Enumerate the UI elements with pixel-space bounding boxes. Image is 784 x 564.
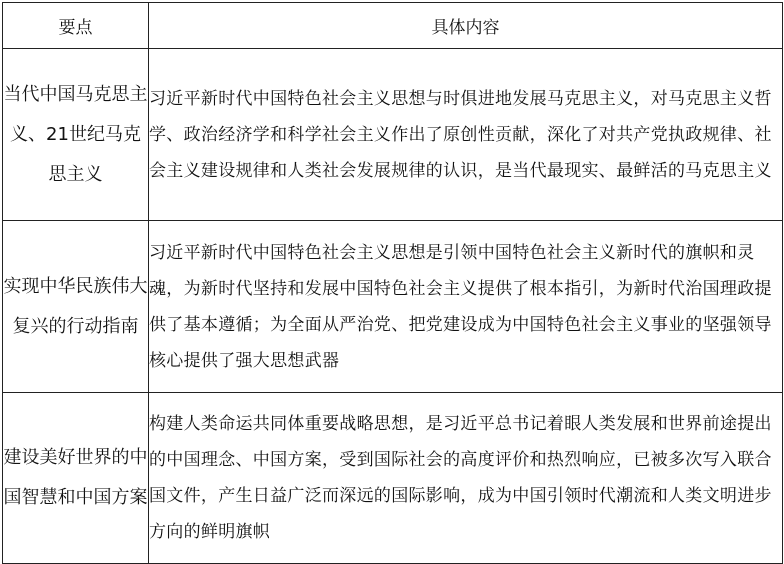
row-content: 构建人类命运共同体重要战略思想，是习近平总书记着眼人类发展和世界前途提出的中国理念、中国方案，受到国际社会的高度评价和热烈响应，已被多次写入联合国文件，产生日益广泛而深远的国际影响，成为中国引领时代潮流和人类文明进步方向的鲜明旗帜 bbox=[149, 393, 783, 564]
table-header-row bbox=[3, 3, 783, 49]
header-specific-content: 具体内容 bbox=[149, 3, 783, 49]
table-row bbox=[3, 393, 783, 564]
row-key-point: 当代中国马克思主义、21世纪马克思主义 bbox=[3, 49, 149, 221]
row-content: 习近平新时代中国特色社会主义思想与时俱进地发展马克思主义，对马克思主义哲学、政治经济学和科学社会主义作出了原创性贡献，深化了对共产党执政规律、社会主义建设规律和人类社会发展规律的认识，是当代最现实、最鲜活的马克思主义 bbox=[149, 49, 783, 221]
row-content: 习近平新时代中国特色社会主义思想是引领中国特色社会主义新时代的旗帜和灵魂，为新时代坚持和发展中国特色社会主义提供了根本指引，为新时代治国理政提供了基本遵循；为全面从严治党、把党建设成为中国特色社会主义事业的坚强领导核心提供了强大思想武器 bbox=[149, 221, 783, 393]
table-row bbox=[3, 221, 783, 393]
row-key-point: 实现中华民族伟大复兴的行动指南 bbox=[3, 221, 149, 393]
key-points-table bbox=[2, 2, 783, 564]
header-key-points: 要点 bbox=[3, 3, 149, 49]
table-row bbox=[3, 49, 783, 221]
row-key-point: 建设美好世界的中国智慧和中国方案 bbox=[3, 393, 149, 564]
